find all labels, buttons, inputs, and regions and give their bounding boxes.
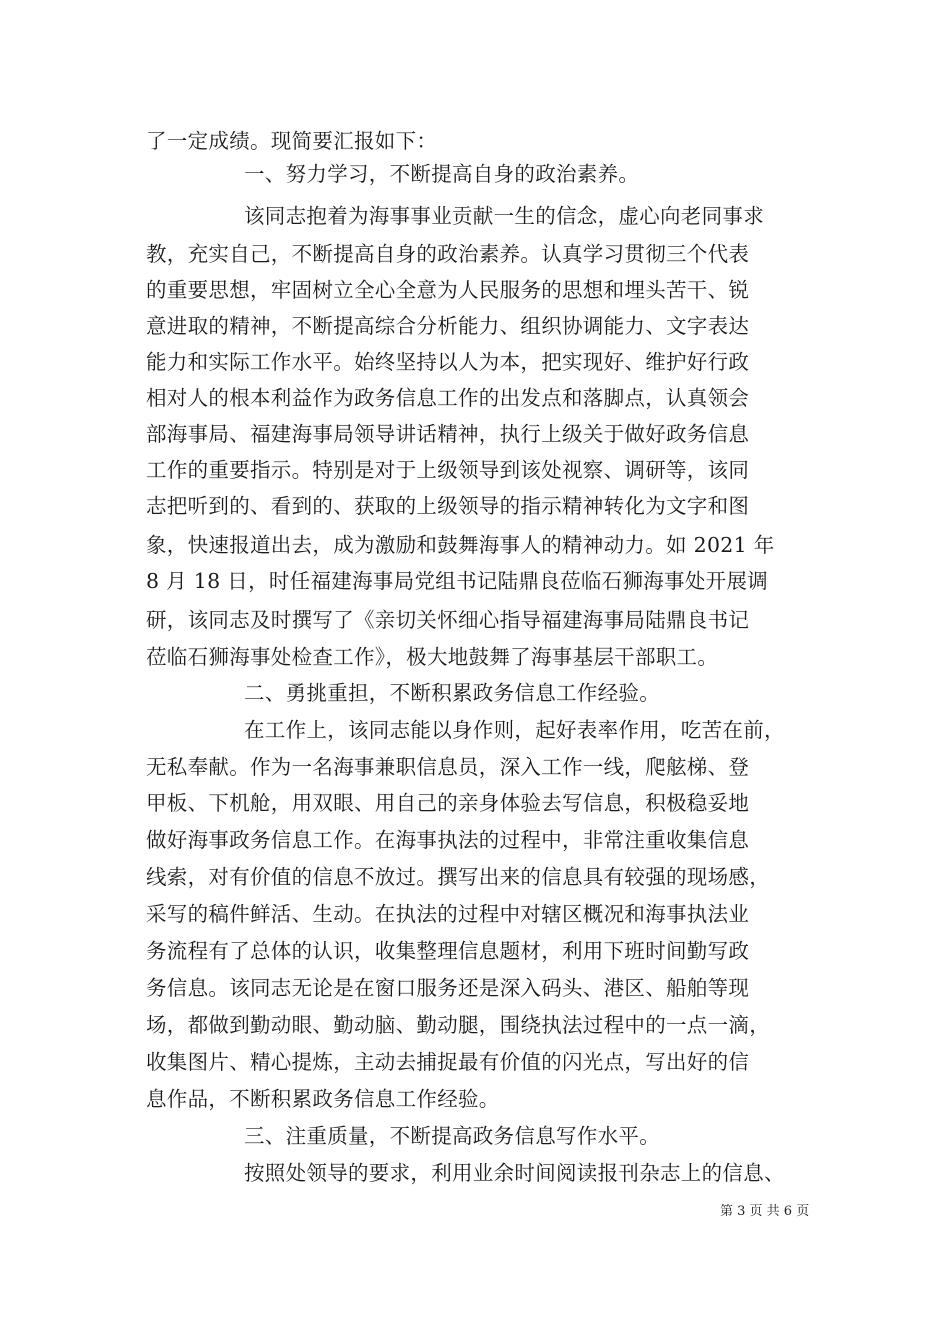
section-heading-2: 二、勇挑重担，不断积累政务信息工作经验。 [244,681,660,705]
body-text-line: 甲板、下机舱，用双眼、用自己的亲身体验去写信息，积极稳妥地 [146,791,750,815]
body-text-line: 收集图片、精心提炼，主动去捕捉最有价值的闪光点，写出好的信 [146,1050,750,1074]
body-text-line: 工作的重要指示。特别是对于上级领导到该处视察、调研等，该同 [146,458,750,482]
body-text-line: 务流程有了总体的认识，收集整理信息题材，利用下班时间勤写政 [146,939,750,963]
body-text-line: 做好海事政务信息工作。在海事执法的过程中，非常注重收集信息 [146,828,750,852]
body-text-line: 了一定成绩。现简要汇报如下： [146,129,438,153]
section-heading-3: 三、注重质量，不断提高政务信息写作水平。 [244,1124,660,1148]
body-text-line: 能力和实际工作水平。始终坚持以人为本，把实现好、维护好行政 [146,350,750,374]
body-text-line: 息作品，不断积累政务信息工作经验。 [146,1087,500,1111]
section-heading-1: 一、努力学习，不断提高自身的政治素养。 [244,162,640,186]
body-text-line: 莅临石狮海事处检查工作》，极大地鼓舞了海事基层干部职工。 [146,645,719,669]
body-text-line: 象，快速报道出去，成为激励和鼓舞海事人的精神动力。如 2021 年 [146,533,775,557]
body-text-line: 志把听到的、看到的、获取的上级领导的指示精神转化为文字和图 [146,494,750,518]
body-text-line: 场，都做到勤动眼、勤动脑、勤动腿，围绕执法过程中的一点一滴， [146,1013,770,1037]
body-text-line: 务信息。该同志无论是在窗口服务还是深入码头、港区、船舶等现 [146,976,750,1000]
paragraph-first-line: 按照处领导的要求，利用业余时间阅读报刊杂志上的信息、 [244,1161,785,1185]
body-text-line: 无私奉献。作为一名海事兼职信息员，深入工作一线，爬舷梯、登 [146,755,750,779]
body-text-line: 意进取的精神，不断提高综合分析能力、组织协调能力、文字表达 [146,314,750,338]
body-text-line: 教，充实自己，不断提高自身的政治素养。认真学习贯彻三个代表 [146,242,750,266]
body-text-line: 研，该同志及时撰写了《亲切关怀细心指导福建海事局陆鼎良书记 [146,608,750,632]
body-text-line: 相对人的根本利益作为政务信息工作的出发点和落脚点，认真领会 [146,386,750,410]
body-text-line: 部海事局、福建海事局领导讲话精神，执行上级关于做好政务信息 [146,422,750,446]
body-text-line: 8 月 18 日，时任福建海事局党组书记陆鼎良莅临石狮海事处开展调 [146,569,769,593]
paragraph-first-line: 该同志抱着为海事事业贡献一生的信念，虚心向老同事求 [244,204,764,228]
page-number-footer: 第 3 页 共 6 页 [720,1204,810,1219]
body-text-line: 采写的稿件鲜活、生动。在执法的过程中对辖区概况和海事执法业 [146,902,750,926]
paragraph-first-line: 在工作上，该同志能以身作则，起好表率作用，吃苦在前， [244,718,785,742]
body-text-line: 线索，对有价值的信息不放过。撰写出来的信息具有较强的现场感， [146,865,770,889]
body-text-line: 的重要思想，牢固树立全心全意为人民服务的思想和埋头苦干、锐 [146,278,750,302]
